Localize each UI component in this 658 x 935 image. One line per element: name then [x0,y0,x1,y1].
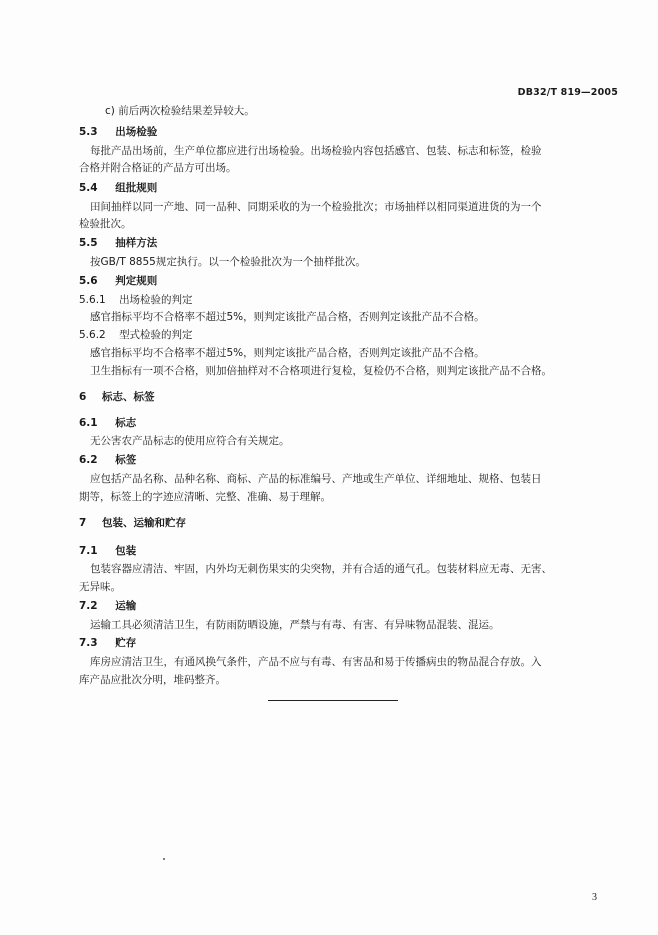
chapter-number: 7 [79,517,87,529]
section-5-6-2-heading [79,328,193,342]
paragraph-line: 卫生指标有一项不合格，则加倍抽样对不合格项进行复检，复检仍不合格，则判定该批产品不合格。 [90,365,552,377]
paragraph-line: 无异味。 [79,581,121,593]
section-number: 6.1 [79,417,98,429]
chapter-title: 包装、运输和贮存 [101,517,186,529]
section-number: 5.6.2 [79,329,106,341]
section-title: 运输 [115,600,137,612]
standard-code: DB32/T 819—2005 [517,87,618,98]
section-7-3-heading [79,636,136,650]
paragraph-line: 感官指标平均不合格率不超过5%，则判定该批产品合格，否则判定该批产品不合格。 [90,311,485,323]
list-item-c: c) 前后两次检验结果差异较大。 [105,105,255,117]
section-number: 7.1 [79,545,98,557]
section-number: 7.3 [79,637,98,649]
section-7-2-heading [79,599,136,613]
paragraph-line: 库房应清洁卫生，有通风换气条件，产品不应与有毒、有害品和易于传播病虫的物品混合存放。入 [90,656,542,668]
section-number: 6.2 [79,454,98,466]
section-number: 5.3 [79,126,98,138]
section-7-1-heading [79,544,136,558]
paragraph-line: 感官指标平均不合格率不超过5%，则判定该批产品合格，否则判定该批产品不合格。 [90,347,485,359]
paragraph-line: 检验批次。 [79,218,132,230]
section-number: 5.5 [79,237,98,249]
chapter-number: 6 [79,391,87,403]
section-number: 5.4 [79,182,98,194]
scan-speck [163,858,165,860]
section-5-6-1-heading [79,293,193,307]
section-title: 标签 [115,454,137,466]
section-6-2-heading [79,453,136,467]
paragraph-line: 按GB/T 8855规定执行。以一个检验批次为一个抽样批次。 [90,256,366,268]
end-of-document-rule [268,700,398,701]
section-5-4-heading [79,181,157,195]
paragraph-line: 应包括产品名称、品种名称、商标、产品的标准编号、产地或生产单位、详细地址、规格、包装日 [90,473,542,485]
section-5-6-heading [79,274,157,288]
chapter-7-heading [79,516,186,530]
paragraph-line: 每批产品出场前，生产单位都应进行出场检验。出场检验内容包括感官、包装、标志和标签，检验 [90,145,542,157]
chapter-title: 标志、标签 [101,391,155,403]
paragraph-line: 合格并附合格证的产品方可出场。 [79,162,237,174]
section-title: 出场检验 [115,126,158,138]
section-title: 组批规则 [115,182,158,194]
paragraph-line: 库产品应批次分明，堆码整齐。 [79,674,226,686]
section-title: 包装 [115,545,137,557]
section-title: 出场检验的判定 [119,294,193,306]
page-number: 3 [592,892,597,903]
paragraph-line: 无公害农产品标志的使用应符合有关规定。 [90,435,290,447]
section-title: 贮存 [115,637,137,649]
section-number: 5.6 [79,275,98,287]
paragraph-line: 期等，标签上的字迹应清晰、完整、准确、易于理解。 [79,491,331,503]
paragraph-line: 包装容器应清洁、牢固，内外均无刺伤果实的尖突物，并有合适的通气孔。包装材料应无毒、无害、 [90,563,552,575]
section-title: 标志 [115,417,137,429]
chapter-6-heading [79,390,154,404]
section-title: 抽样方法 [115,237,158,249]
section-title: 判定规则 [115,275,158,287]
section-title: 型式检验的判定 [119,329,193,341]
section-number: 7.2 [79,600,98,612]
paragraph-line: 田间抽样以同一产地、同一品种、同期采收的为一个检验批次；市场抽样以相同渠道进货的为一个 [90,201,542,213]
section-number: 5.6.1 [79,294,106,306]
section-6-1-heading [79,416,136,430]
paragraph-line: 运输工具必须清洁卫生，有防雨防晒设施，严禁与有毒、有害、有异味物品混装、混运。 [90,619,500,631]
section-5-3-heading [79,125,157,139]
section-5-5-heading [79,236,157,250]
